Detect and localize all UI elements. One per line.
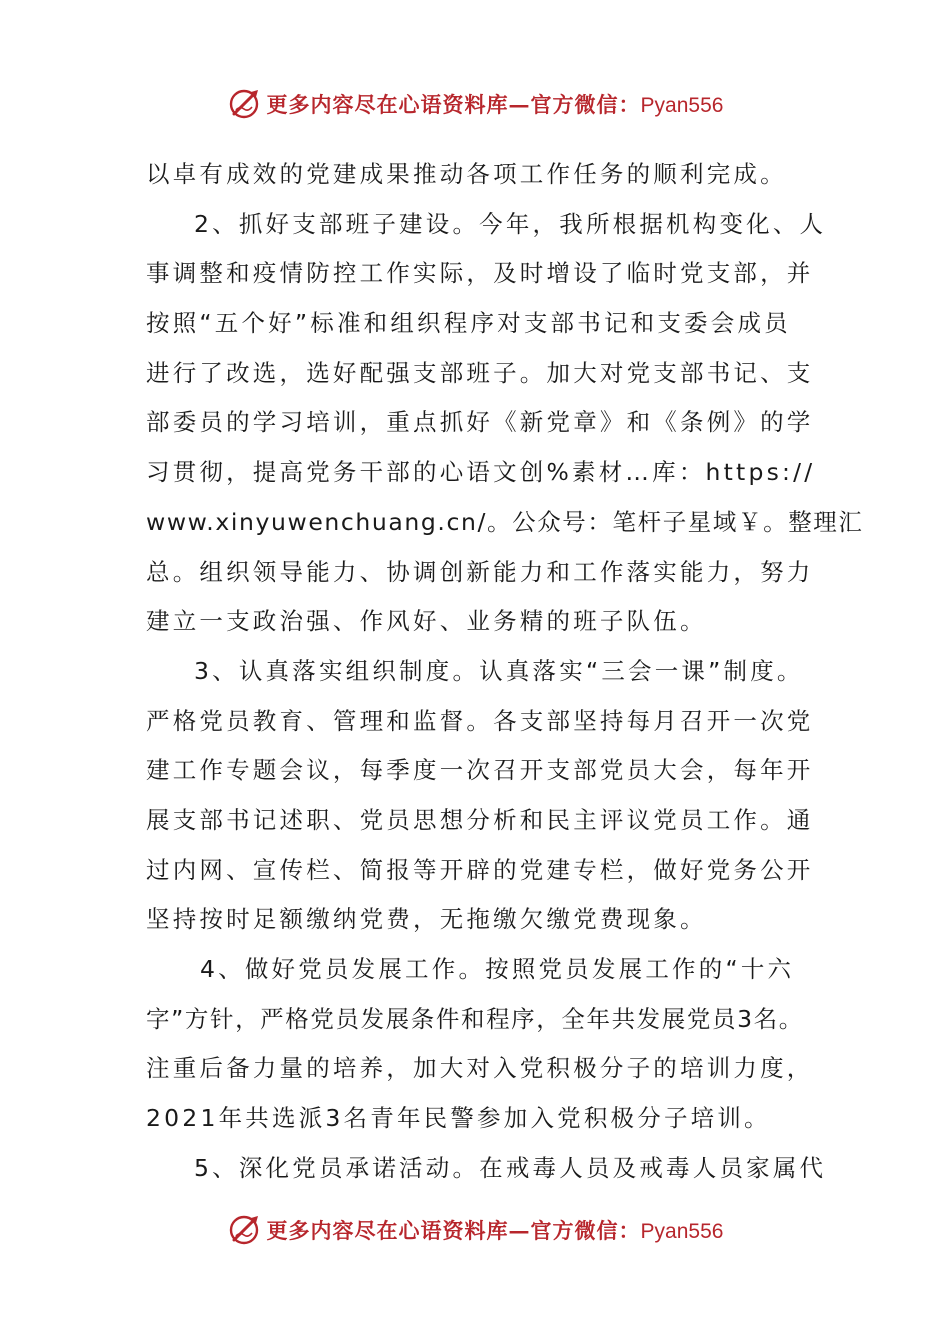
pen-logo-icon xyxy=(227,1212,263,1248)
header-banner-handle: Pyan556 xyxy=(640,94,724,117)
text-line: 部委员的学习培训，重点抓好《新党章》和《条例》的学 xyxy=(146,408,814,437)
text-line: 2021年共选派3名青年民警参加入党积极分子培训。 xyxy=(146,1104,771,1133)
text-line: 按照“五个好”标准和组织程序对支部书记和支委会成员 xyxy=(146,309,791,338)
header-banner-text: 更多内容尽在心语资料库—官方微信： xyxy=(266,92,641,117)
text-line: www.xinyuwenchuang.cn/。公众号：笔杆子星域￥。整理汇 xyxy=(146,507,864,536)
text-line: 建立一支政治强、作风好、业务精的班子队伍。 xyxy=(146,607,707,636)
text-line: 展支部书记述职、党员思想分析和民主评议党员工作。通 xyxy=(146,805,814,834)
text-line: 以卓有成效的党建成果推动各项工作任务的顺利完成。 xyxy=(146,160,787,188)
text-line: 4、做好党员发展工作。按照党员发展工作的“十六 xyxy=(200,955,795,983)
footer-banner-text: 更多内容尽在心语资料库—官方微信： xyxy=(266,1218,641,1243)
text-line: 注重后备力量的培养，加大对入党积极分子的培训力度， xyxy=(146,1054,814,1083)
text-line: 3、认真落实组织制度。认真落实“三会一课”制度。 xyxy=(194,656,804,685)
text-line: 严格党员教育、管理和监督。各支部坚持每月召开一次党 xyxy=(146,706,814,735)
footer-banner-handle: Pyan556 xyxy=(640,1220,724,1243)
text-line: 5、深化党员承诺活动。在戒毒人员及戒毒人员家属代 xyxy=(194,1153,827,1182)
text-line: 进行了改选，选好配强支部班子。加大对党支部书记、支 xyxy=(146,358,814,387)
header-banner xyxy=(0,84,950,124)
text-line: 坚持按时足额缴纳党费，无拖缴欠缴党费现象。 xyxy=(146,905,707,934)
text-line: 过内网、宣传栏、简报等开辟的党建专栏，做好党务公开 xyxy=(146,855,814,884)
text-line: 字”方针，严格党员发展条件和程序，全年共发展党员3名。 xyxy=(146,1004,804,1033)
footer-banner xyxy=(0,1210,950,1250)
body-text xyxy=(146,150,864,1193)
text-line: 习贯彻，提高党务干部的心语文创%素材…库：https:// xyxy=(146,458,816,487)
text-line: 总。组织领导能力、协调创新能力和工作落实能力，努力 xyxy=(146,557,814,586)
pen-logo-icon xyxy=(227,86,263,122)
text-line: 2、抓好支部班子建设。今年，我所根据机构变化、人 xyxy=(194,209,827,238)
text-line: 建工作专题会议，每季度一次召开支部党员大会，每年开 xyxy=(146,756,814,785)
text-line: 事调整和疫情防控工作实际，及时增设了临时党支部，并 xyxy=(146,259,814,288)
